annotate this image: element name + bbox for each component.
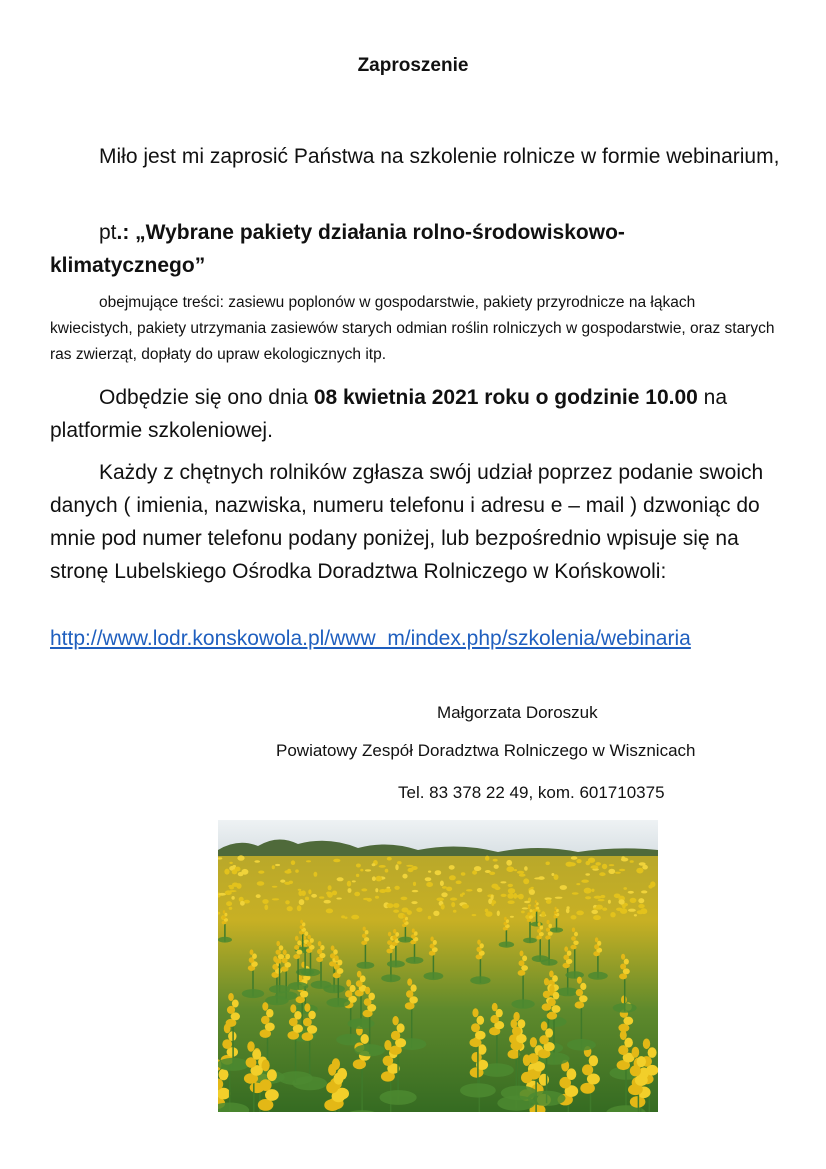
- document-title: Zaproszenie: [357, 55, 469, 76]
- topic-title: .: „Wybrane pakiety działania rolno-środowiskowo-klimatycznego”: [50, 221, 625, 277]
- topic-prefix: pt: [99, 221, 117, 244]
- intro-paragraph: Miło jest mi zaprosić Państwa na szkolenie rolnicze w formie webinarium,: [99, 145, 780, 168]
- signature-phone: Tel. 83 378 22 49, kom. 601710375: [398, 783, 665, 802]
- content-paragraph: obejmujące treści: zasiewu poplonów w gospodarstwie, pakiety przyrodnicze na łąkach kwiecistych, pakiety utrzymania zasiewów starych odmian roślin rolniczych w gospodarstwie, oraz starych ras zwierząt, dopłaty do upraw ekologicznych itp.: [50, 294, 775, 363]
- date-text-before: Odbędzie się ono dnia: [99, 386, 314, 409]
- signature-organization: Powiatowy Zespół Doradztwa Rolniczego w Wisznicach: [276, 741, 696, 760]
- webinar-link[interactable]: http://www.lodr.konskowola.pl/www_m/index.php/szkolenia/webinaria: [50, 627, 691, 650]
- registration-paragraph: Każdy z chętnych rolników zgłasza swój udział poprzez podanie swoich danych ( imienia, nazwiska, numeru telefonu i adresu e – mail ) dzwoniąc do mnie pod numer telefonu podany poniżej, lub bezpośrednio wpisuje się na stronę Lubelskiego Ośrodka Doradztwa Rolniczego w Końskowoli:: [50, 461, 764, 583]
- link-paragraph: [50, 622, 780, 655]
- lupin-field-image: [218, 820, 658, 1112]
- date-paragraph: [50, 381, 780, 447]
- signature-name: Małgorzata Doroszuk: [437, 703, 598, 722]
- date-text-after: na platformie szkoleniowej.: [50, 386, 728, 442]
- lupin-field-photo: [218, 820, 658, 1112]
- topic-paragraph: [50, 216, 780, 282]
- event-date: 08 kwietnia 2021 roku o godzinie 10.00: [313, 386, 698, 409]
